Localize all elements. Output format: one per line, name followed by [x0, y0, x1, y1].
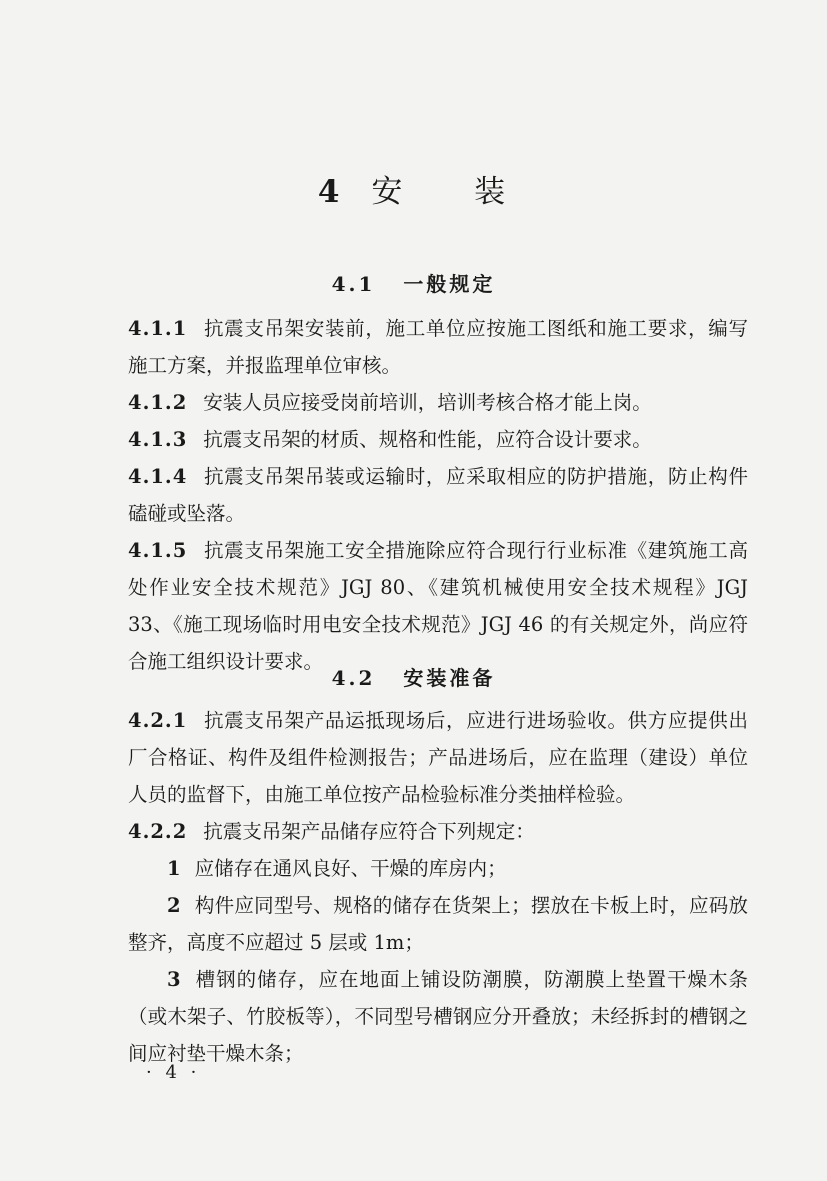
section-heading: 安装准备	[403, 666, 496, 690]
clause-number: 4.2.2	[128, 820, 188, 843]
clause-text: 抗震支吊架施工安全措施除应符合现行行业标准《建筑施工高处作业安全技术规范》JGJ 80、《建筑机械使用安全技术规程》JGJ 33、《施工现场临时用电安全技术规范》JGJ 46 的有关规定外，尚应符合施工组织设计要求。	[128, 539, 748, 673]
chapter-title	[0, 166, 827, 211]
item-text: 槽钢的储存，应在地面上铺设防潮膜，防潮膜上垫置干燥木条（或木架子、竹胶板等），不同型号槽钢应分开叠放；未经拆封的槽钢之间应衬垫干燥木条；	[128, 968, 748, 1065]
list-item	[128, 887, 748, 961]
clause-4-1-1	[128, 310, 748, 384]
clause-text: 抗震支吊架的材质、规格和性能，应符合设计要求。	[203, 428, 652, 451]
item-number: 2	[167, 894, 181, 917]
clause-text: 抗震支吊架产品储存应符合下列规定：	[203, 820, 535, 843]
item-text: 应储存在通风良好、干燥的库房内；	[194, 857, 507, 880]
item-text: 构件应同型号、规格的储存在货架上；摆放在卡板上时，应码放整齐，高度不应超过 5 层或 1m；	[128, 894, 748, 954]
item-number: 1	[167, 857, 181, 880]
clause-number: 4.1.2	[128, 391, 188, 414]
clause-text: 抗震支吊架安装前，施工单位应按施工图纸和施工要求，编写施工方案，并报监理单位审核。	[128, 317, 748, 377]
clause-number: 4.1.3	[128, 428, 188, 451]
chapter-title-char-2: 装	[474, 174, 510, 210]
clause-text: 抗震支吊架吊装或运输时，应采取相应的防护措施，防止构件磕碰或坠落。	[128, 465, 748, 525]
chapter-title-char-1: 安	[371, 174, 407, 210]
section-number: 4.2	[331, 666, 376, 690]
clause-4-2-2	[128, 813, 748, 850]
clause-number: 4.1.4	[128, 465, 188, 488]
clause-4-1-3	[128, 421, 748, 458]
clause-number: 4.1.1	[128, 317, 188, 340]
item-number: 3	[167, 968, 181, 991]
clause-number: 4.1.5	[128, 539, 188, 562]
section-title-4-2	[0, 662, 827, 691]
section-title-4-1	[0, 268, 827, 297]
section-4-2-body	[128, 702, 748, 1072]
chapter-number: 4	[317, 174, 344, 210]
section-number: 4.1	[331, 272, 376, 296]
clause-text: 安装人员应接受岗前培训，培训考核合格才能上岗。	[203, 391, 652, 414]
clause-number: 4.2.1	[128, 709, 188, 732]
section-heading: 一般规定	[403, 272, 496, 296]
clause-4-1-4	[128, 458, 748, 532]
clause-text: 抗震支吊架产品运抵现场后，应进行进场验收。供方应提供出厂合格证、构件及组件检测报告；产品进场后，应在监理（建设）单位人员的监督下，由施工单位按产品检验标准分类抽样检验。	[128, 709, 748, 806]
list-item	[128, 961, 748, 1072]
clause-4-1-5	[128, 532, 748, 680]
clause-4-2-1	[128, 702, 748, 813]
clause-4-1-2	[128, 384, 748, 421]
section-4-1-body	[128, 310, 748, 680]
page-number: · 4 ·	[146, 1062, 201, 1083]
list-item	[128, 850, 748, 887]
